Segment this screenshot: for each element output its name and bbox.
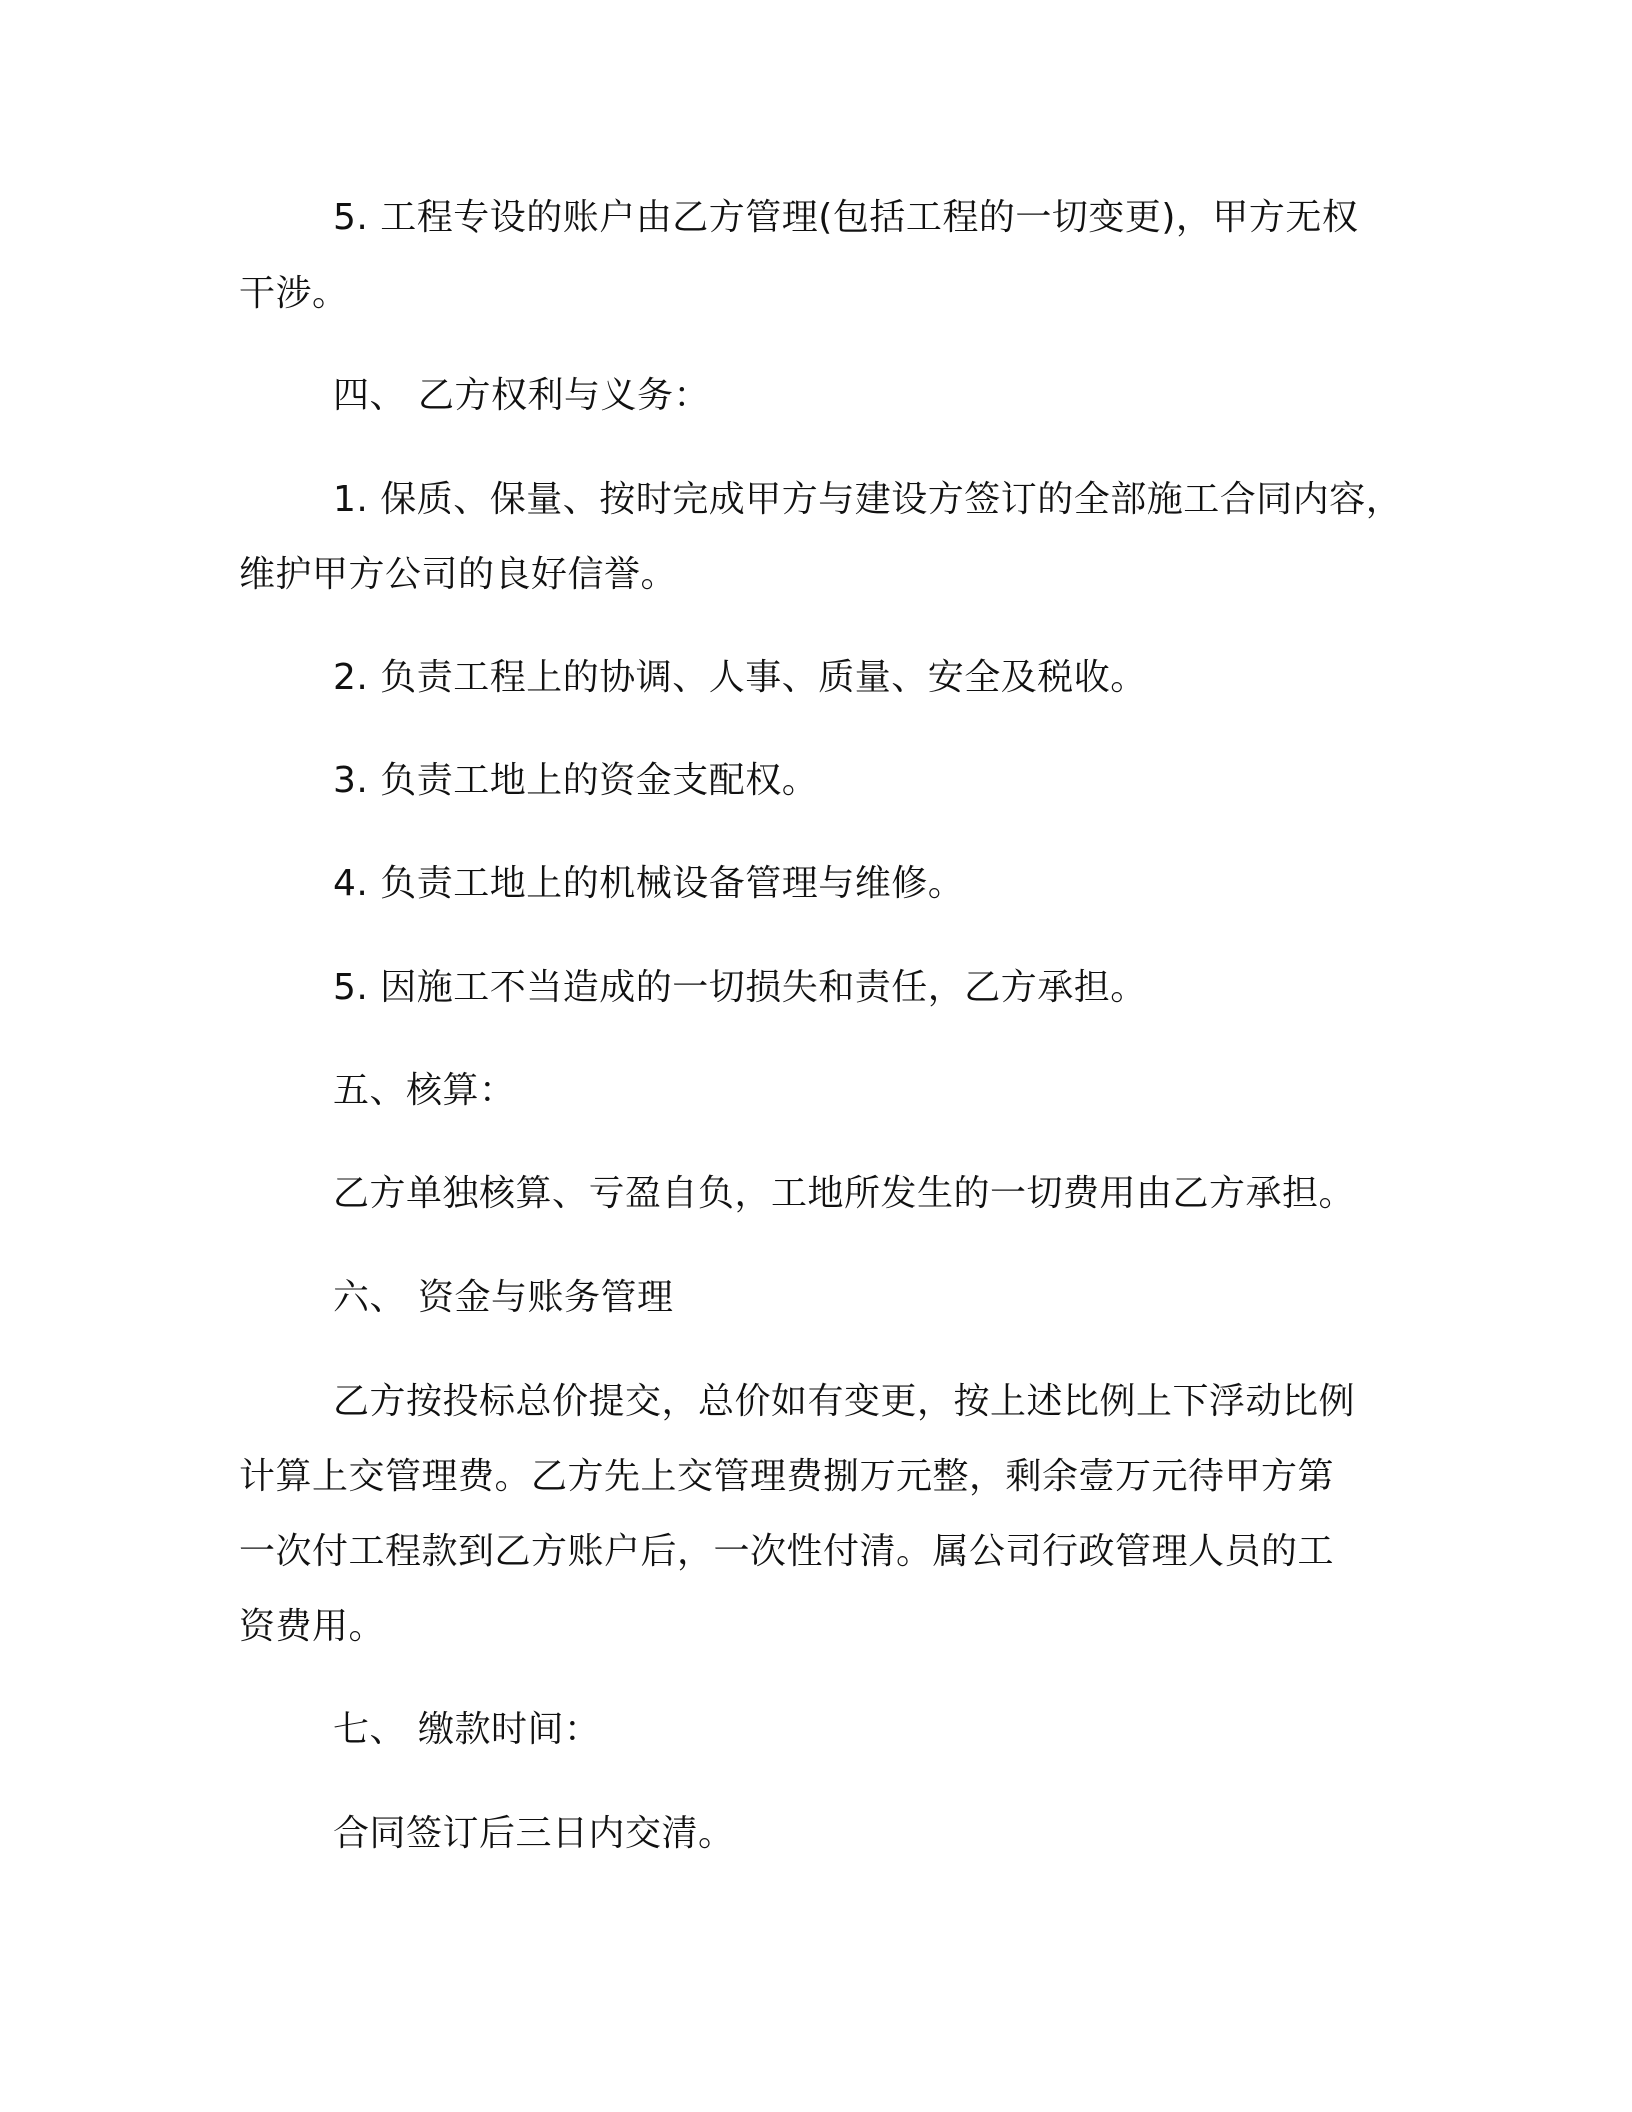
clause-4-5: 5. 因施工不当造成的一切损失和责任，乙方承担。 (333, 967, 1147, 1008)
section-6-paragraph-line-4: 资费用。 (239, 1606, 386, 1647)
section-heading-7: 七、 缴款时间： (333, 1709, 601, 1750)
section-6-paragraph-line-3: 一次付工程款到乙方账户后，一次性付清。属公司行政管理人员的工 (239, 1531, 1335, 1572)
section-5-paragraph: 乙方单独核算、亏盈自负，工地所发生的一切费用由乙方承担。 (333, 1173, 1356, 1214)
clause-4-1-line-1: 1. 保质、保量、按时完成甲方与建设方签订的全部施工合同内容， (333, 479, 1403, 520)
clause-4-1-line-2: 维护甲方公司的良好信誉。 (239, 554, 678, 595)
clause-4-2: 2. 负责工程上的协调、人事、质量、安全及税收。 (333, 657, 1147, 698)
section-heading-4: 四、 乙方权利与义务： (333, 375, 710, 416)
section-heading-5: 五、核算： (333, 1070, 516, 1111)
section-7-paragraph: 合同签订后三日内交清。 (333, 1813, 735, 1854)
section-6-paragraph-line-1: 乙方按投标总价提交，总价如有变更，按上述比例上下浮动比例 (333, 1381, 1356, 1422)
clause-4-3: 3. 负责工地上的资金支配权。 (333, 760, 819, 801)
section-heading-6: 六、 资金与账务管理 (333, 1277, 674, 1318)
clause-3-5-line-2: 干涉。 (239, 273, 349, 314)
clause-4-4: 4. 负责工地上的机械设备管理与维修。 (333, 863, 965, 904)
section-6-paragraph-line-2: 计算上交管理费。乙方先上交管理费捌万元整，剩余壹万元待甲方第 (239, 1456, 1335, 1497)
clause-3-5-line-1: 5. 工程专设的账户由乙方管理(包括工程的一切变更)，甲方无权 (333, 197, 1359, 238)
